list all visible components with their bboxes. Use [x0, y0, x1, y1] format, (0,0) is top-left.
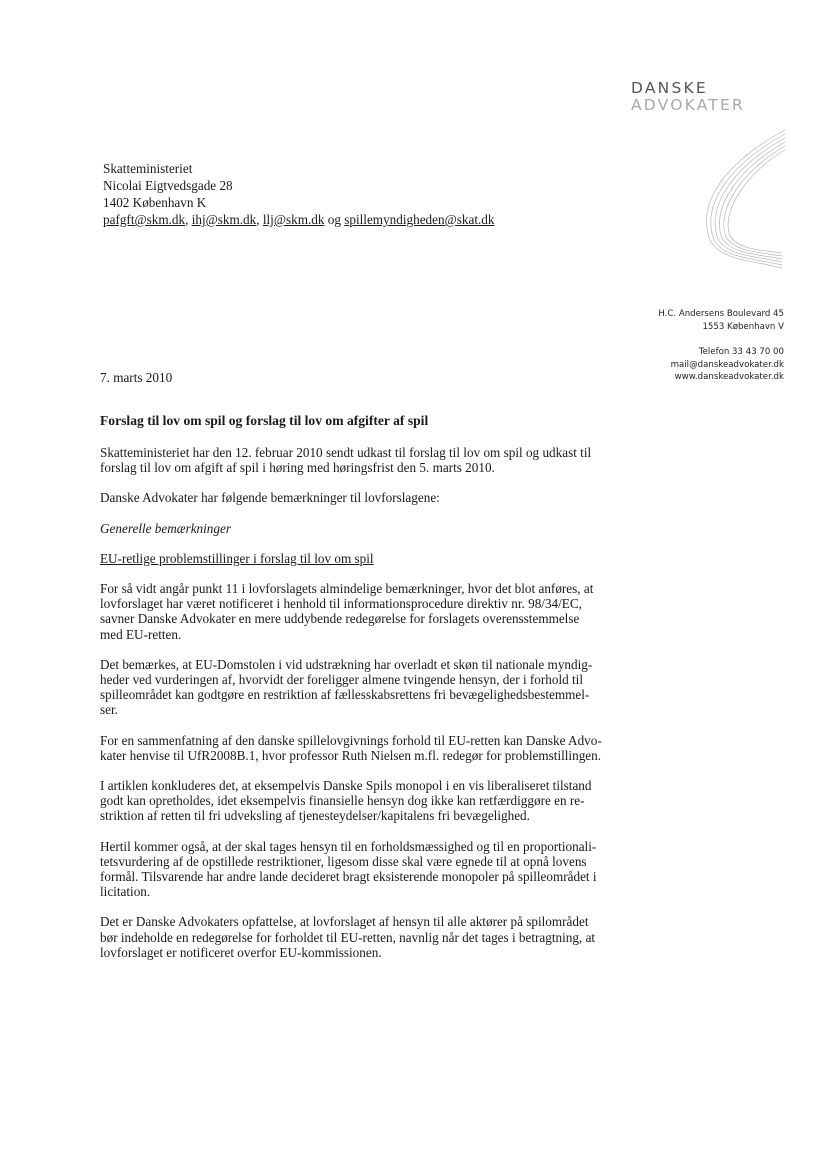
text-line: I artiklen konkluderes det, at eksempelvis Danske Spils monopol i en vis liberaliseret tilstand — [100, 778, 592, 794]
firm-address-block — [658, 308, 784, 384]
email-separator: og — [324, 212, 345, 227]
text-line: ser. — [100, 702, 118, 718]
text-line: For så vidt angår punkt 11 i lovforslagets almindelige bemærkninger, hvor det blot anføres, at — [100, 581, 594, 597]
email-link[interactable]: spillemyndigheden@skat.dk — [344, 212, 495, 227]
paragraph-eu-court — [100, 657, 660, 718]
paragraph-summary — [100, 733, 660, 763]
paragraph-intro — [100, 445, 660, 475]
logo-line-1: DANSKE — [631, 79, 708, 97]
recipient-name: Skatteministeriet — [103, 161, 193, 176]
letter-subject: Forslag til lov om spil og forslag til lov om afgifter af spil — [100, 413, 429, 428]
text-line: Skatteministeriet har den 12. februar 2010 sendt udkast til forslag til lov om spil og udkast til — [100, 445, 592, 460]
letter-body — [100, 445, 660, 975]
firm-street: H.C. Andersens Boulevard 45 — [658, 309, 784, 319]
firm-email: mail@danskeadvokater.dk — [670, 359, 784, 370]
firm-phone: Telefon 33 43 70 00 — [698, 347, 784, 357]
logo-swoosh-graphic — [690, 120, 790, 270]
email-separator: , — [256, 212, 263, 227]
text-line: heder ved vurderingen af, hvorvidt der foreligger almene tvingende hensyn, der i forhold til — [100, 672, 584, 688]
text-line: tetsvurdering af de opstillede restriktioner, ligesom disse skal være egnede til at opnå lovens — [100, 853, 587, 869]
recipient-address — [103, 160, 494, 228]
paragraph-proportionality — [100, 839, 660, 900]
paragraph-opinion — [100, 914, 660, 960]
text-line: godt kan opretholdes, idet eksempelvis finansielle hensyn dog ikke kan retfærdiggøre en re- — [100, 793, 585, 809]
email-separator: , — [185, 212, 192, 227]
section-heading-general: Generelle bemærkninger — [100, 520, 231, 536]
email-link[interactable]: llj@skm.dk — [262, 212, 325, 227]
paragraph-point-11 — [100, 581, 660, 642]
firm-city: 1553 København V — [702, 321, 784, 332]
text-line: striktion af retten til fri udveksling af tjenesteydelser/kapitalens fri bevægelighed. — [100, 808, 530, 824]
section-heading-eu: EU-retlige problemstillinger i forslag til lov om spil — [100, 550, 374, 566]
text-line: Det er Danske Advokaters opfattelse, at lovforslaget af hensyn til alle aktører på spilområdet — [100, 914, 589, 930]
paragraph-remarks-intro: Danske Advokater har følgende bemærkninger til lovforslagene: — [100, 490, 440, 506]
text-line: bør indeholde en redegørelse for forholdet til EU-retten, navnlig når det tages i betragtning, at — [100, 929, 596, 945]
email-link[interactable]: pafgft@skm.dk — [103, 212, 186, 227]
text-line: formål. Tilsvarende har andre lande decideret bragt eksisterende monopoler på spilleområdet i — [100, 869, 597, 885]
text-line: kater henvise til UfR2008B.1, hvor professor Ruth Nielsen m.fl. redegør for problemstillingen. — [100, 747, 602, 763]
email-link[interactable]: ihj@skm.dk — [191, 212, 257, 227]
recipient-emails — [103, 211, 494, 228]
text-line: licitation. — [100, 884, 151, 900]
text-line: Det bemærkes, at EU-Domstolen i vid udstrækning har overladt et skøn til nationale myndig- — [100, 656, 593, 672]
text-line: lovforslaget har været notificeret i henhold til informationsprocedure direktiv nr. 98/34/EC, — [100, 596, 582, 612]
firm-website: www.danskeadvokater.dk — [674, 372, 784, 382]
text-line: For en sammenfatning af den danske spillelovgivnings forhold til EU-retten kan Danske Advo- — [100, 732, 602, 748]
paragraph-article-conclusion — [100, 778, 660, 824]
text-line: forslag til lov om afgift af spil i høring med høringsfrist den 5. marts 2010. — [100, 460, 495, 476]
text-line: spilleområdet kan godtgøre en restriktion af fællesskabsrettens fri bevægelighedsbestemmel- — [100, 687, 590, 703]
text-line: Hertil kommer også, at der skal tages hensyn til en forholdsmæssighed og til en proportionali- — [100, 838, 597, 854]
recipient-street: Nicolai Eigtvedsgade 28 — [103, 178, 233, 193]
text-line: lovforslaget er notificeret overfor EU-kommissionen. — [100, 944, 382, 960]
logo-line-2: ADVOKATER — [631, 96, 745, 114]
text-line: savner Danske Advokater en mere uddybende redegørelse for forslagets overensstemmelse — [100, 611, 580, 627]
recipient-city: 1402 København K — [103, 195, 207, 210]
text-line: med EU-retten. — [100, 626, 182, 642]
letter-date: 7. marts 2010 — [100, 370, 173, 385]
